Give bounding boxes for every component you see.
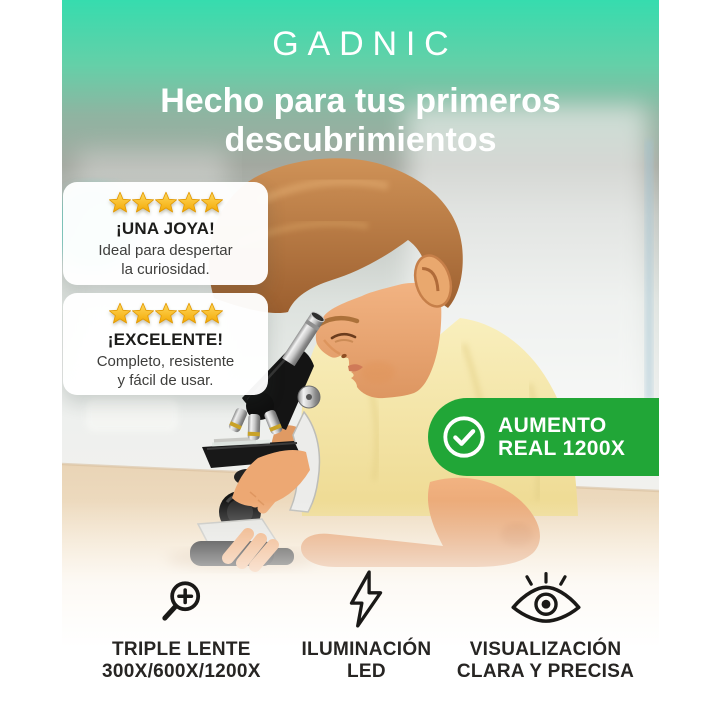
star-icon bbox=[200, 302, 224, 326]
feature-line-1: VISUALIZACIÓN bbox=[469, 639, 622, 660]
feature-line-2: CLARA Y PRECISA bbox=[456, 661, 635, 682]
badge-line-1: AUMENTO bbox=[498, 414, 607, 437]
brand-logo: GADNIC bbox=[272, 25, 458, 63]
feature-label bbox=[102, 639, 261, 683]
lightning-bolt-icon bbox=[345, 570, 387, 628]
star-icon bbox=[154, 302, 178, 326]
review-body-line: Ideal para despertar bbox=[98, 242, 233, 259]
headline-line-1: Hecho para tus primeros bbox=[160, 82, 561, 120]
check-circle-icon bbox=[441, 414, 487, 460]
star-icon bbox=[154, 191, 178, 215]
star-icon bbox=[108, 302, 132, 326]
review-title: ¡UNA JOYA! bbox=[116, 219, 215, 238]
review-body-line: Completo, resistente bbox=[96, 353, 235, 370]
feature-line-1: ILUMINACIÓN bbox=[301, 639, 432, 660]
feature-line-2: LED bbox=[347, 661, 386, 682]
review-body-line: y fácil de usar. bbox=[117, 371, 214, 389]
feature-label bbox=[457, 639, 634, 683]
review-title: ¡EXCELENTE! bbox=[107, 330, 224, 349]
review-body-line: la curiosidad. bbox=[121, 260, 210, 278]
feature-line-1: TRIPLE LENTE bbox=[112, 639, 251, 660]
review-card-excelente bbox=[63, 293, 268, 395]
feature-triple-lens bbox=[62, 566, 301, 690]
review-body bbox=[63, 242, 268, 279]
star-rating bbox=[63, 191, 268, 215]
star-icon bbox=[177, 191, 201, 215]
ad-content bbox=[62, 0, 659, 720]
star-icon bbox=[108, 191, 132, 215]
star-icon bbox=[177, 302, 201, 326]
star-icon bbox=[131, 302, 155, 326]
feature-led-light bbox=[301, 566, 432, 690]
review-card-una-joya bbox=[63, 182, 268, 285]
magnification-badge bbox=[428, 398, 659, 476]
feature-clear-view bbox=[432, 566, 659, 690]
star-icon bbox=[131, 191, 155, 215]
review-body bbox=[63, 353, 268, 390]
headline-line-2: descubrimientos bbox=[224, 121, 497, 159]
feature-line-2: 300X/600X/1200X bbox=[102, 661, 261, 682]
star-rating bbox=[63, 302, 268, 326]
star-icon bbox=[200, 191, 224, 215]
magnifier-plus-icon bbox=[156, 578, 206, 628]
feature-row bbox=[62, 566, 659, 690]
badge-line-2: REAL 1200X bbox=[498, 437, 626, 460]
blurred-shelf bbox=[86, 398, 178, 432]
eye-icon bbox=[508, 572, 584, 628]
feature-label bbox=[301, 639, 431, 683]
headline bbox=[62, 82, 659, 160]
badge-text bbox=[498, 414, 625, 460]
